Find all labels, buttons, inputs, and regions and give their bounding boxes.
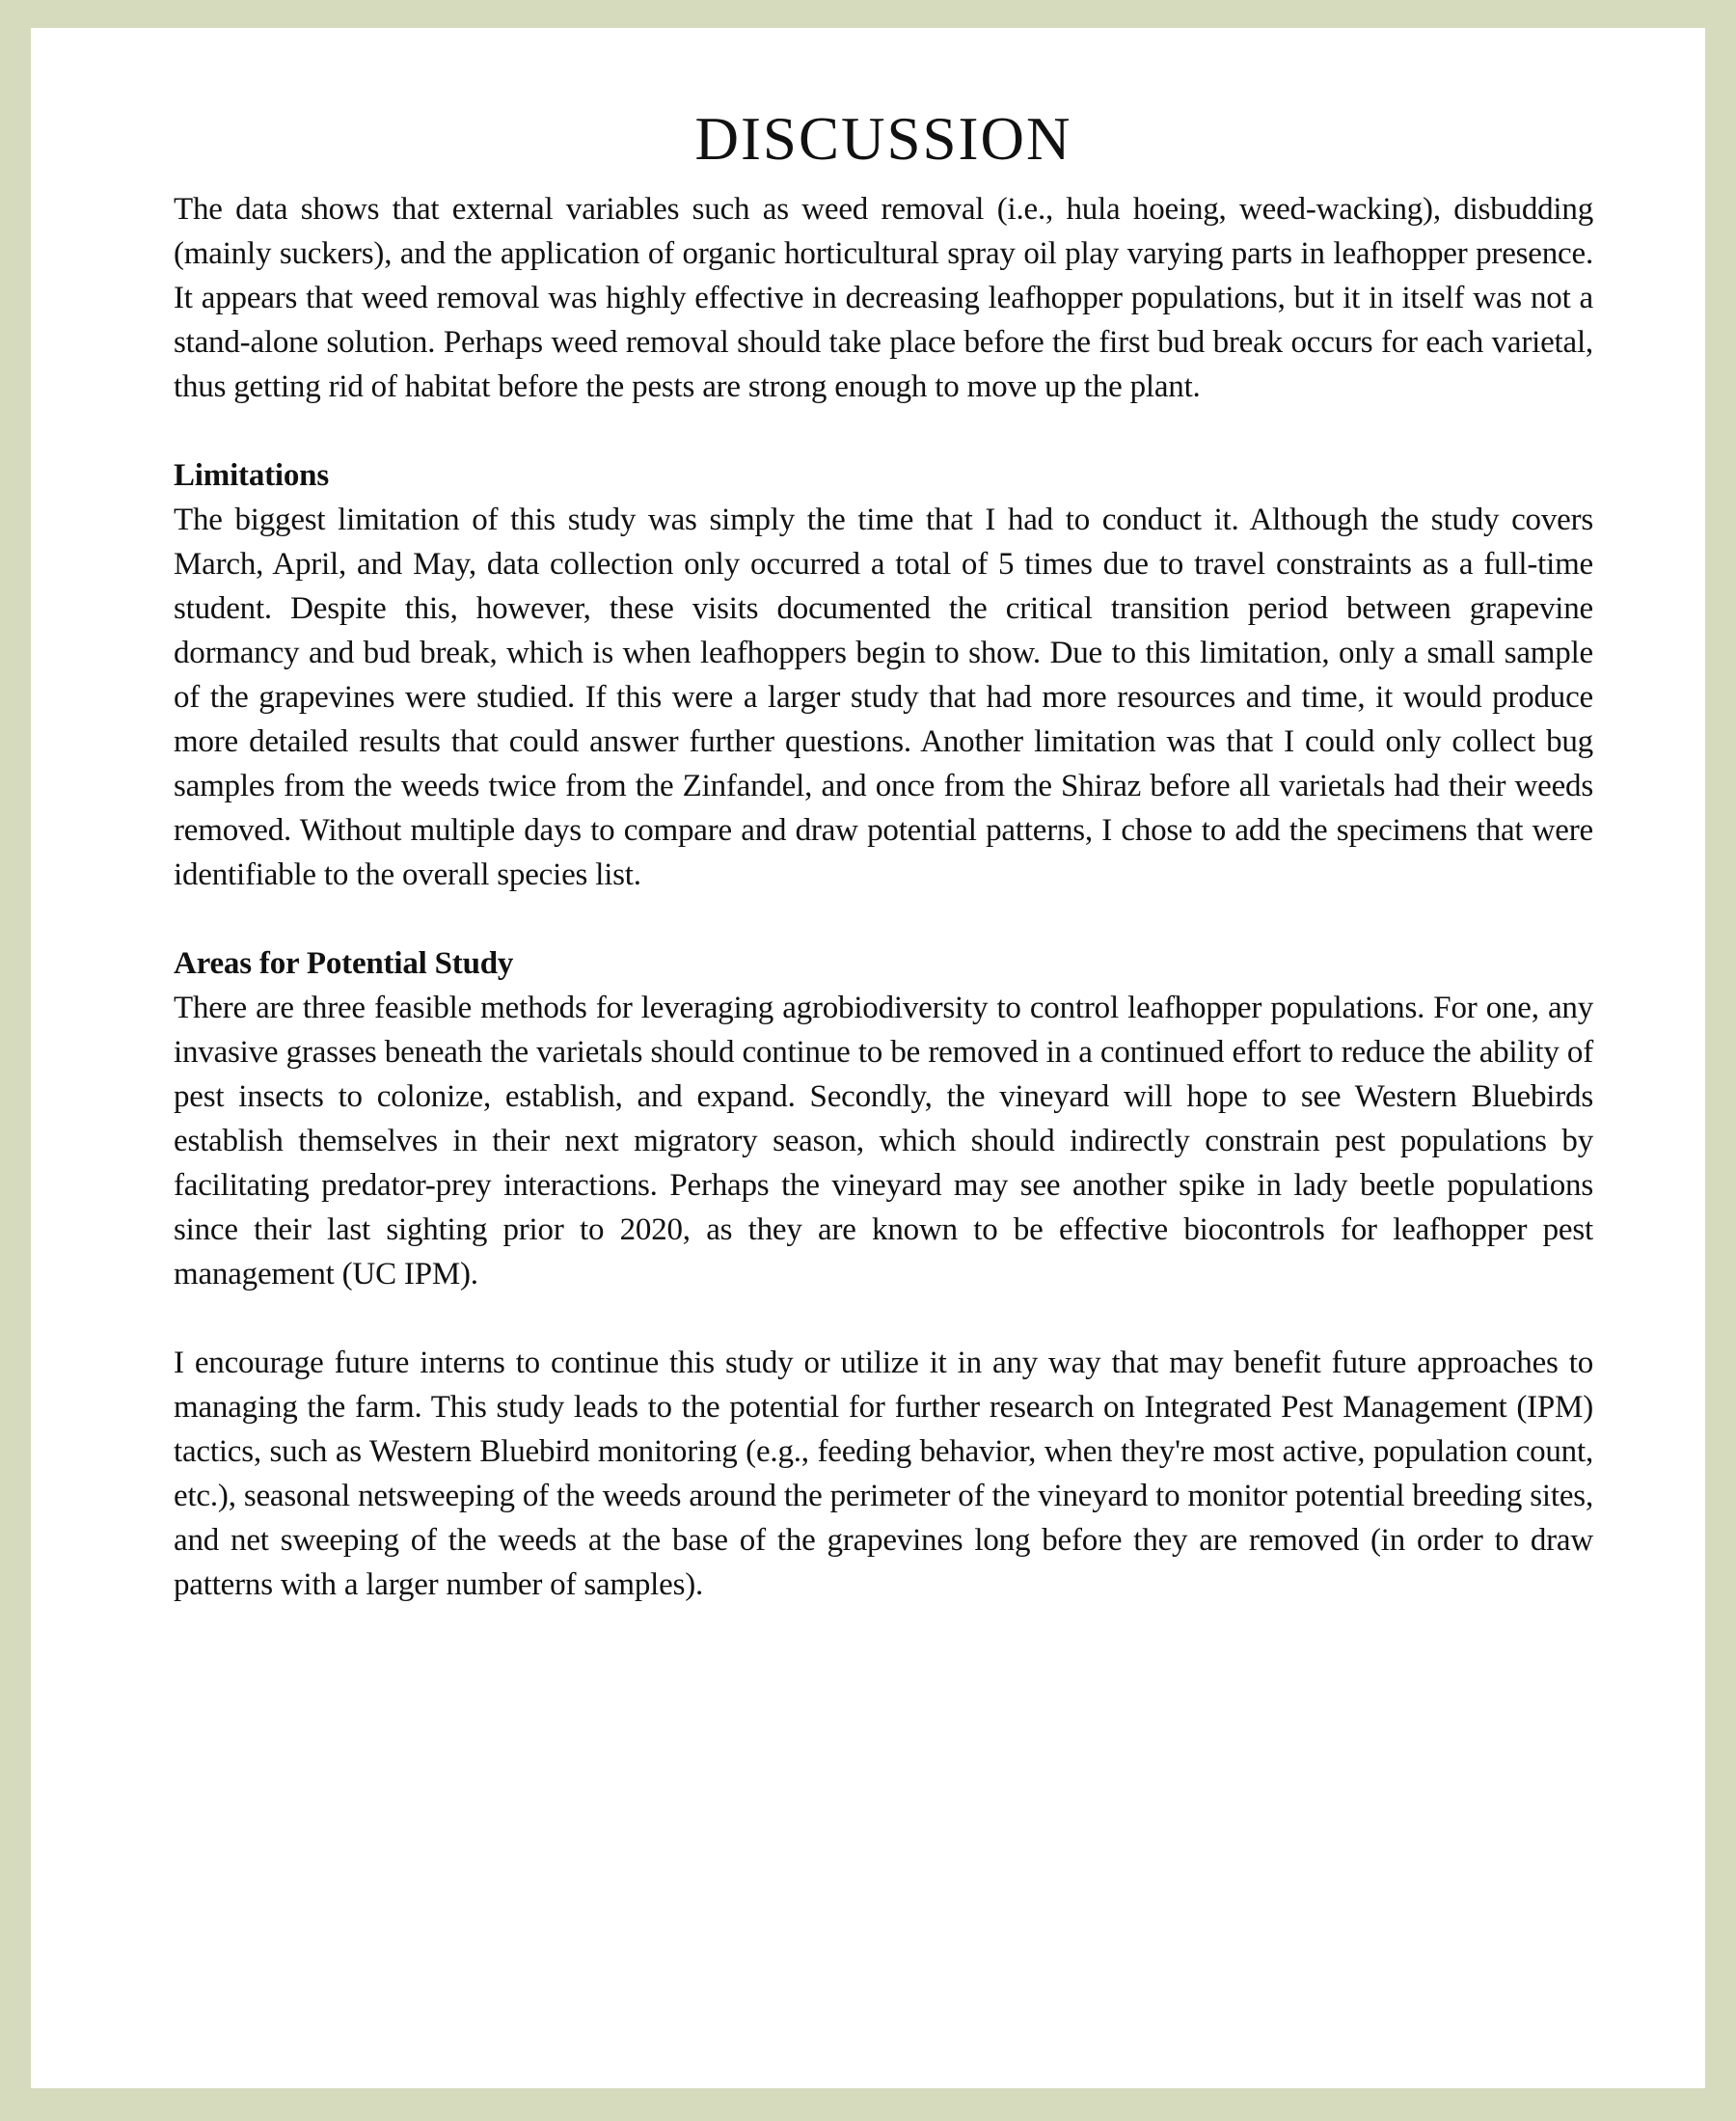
- paragraph-spacer: [174, 1296, 1593, 1341]
- page-title: DISCUSSION: [694, 105, 1072, 173]
- intro-paragraph: The data shows that external variables such as weed removal (i.e., hula hoeing, weed-wacking), disbudding (mainly suckers), and the application of organic horticultural spray oil play varying parts in leafhopper presence. It appears that weed removal was highly effective in decreasing leafhopper populations, but it in itself was not a stand-alone solution. Perhaps weed removal should take place before the first bud break occurs for each varietal, thus getting rid of habitat before the pests are strong enough to move up the plant.: [174, 192, 1593, 404]
- section-heading-limitations: Limitations: [174, 458, 329, 493]
- potential-study-paragraph-future-interns: I encourage future interns to continue this study or utilize it in any way that may benefit future approaches to managing the farm. This study leads to the potential for further research on Integrated Pest Management (IPM) tactics, such as Western Bluebird monitoring (e.g., feeding behavior, when they're most active, population count, etc.), seasonal netsweeping of the weeds around the perimeter of the vineyard to monitor potential breeding sites, and net sweeping of the weeds at the base of the grapevines long before they are removed (in order to draw patterns with a larger number of samples).: [174, 1346, 1593, 1602]
- paragraph-spacer: [174, 897, 1593, 941]
- page-content: [174, 28, 1593, 1607]
- discussion-body: [174, 187, 1593, 1607]
- document-page: [31, 28, 1705, 2088]
- paragraph-spacer: [174, 409, 1593, 453]
- section-areas-for-potential-study: [174, 941, 1593, 1607]
- limitations-paragraph: The biggest limitation of this study was simply the time that I had to conduct it. Although the study covers March, April, and May, data collection only occurred a total of 5 times due to travel constraints as a full-time student. Despite this, however, these visits documented the critical transition period between grapevine dormancy and bud break, which is when leafhoppers begin to show. Due to this limitation, only a small sample of the grapevines were studied. If this were a larger study that had more resources and time, it would produce more detailed results that could answer further questions. Another limitation was that I could only collect bug samples from the weeds twice from the Zinfandel, and once from the Shiraz before all varietals had their weeds removed. Without multiple days to compare and draw potential patterns, I chose to add the specimens that were identifiable to the overall species list.: [174, 503, 1593, 892]
- section-limitations: [174, 453, 1593, 897]
- section-heading-areas-for-potential-study: Areas for Potential Study: [174, 946, 514, 981]
- potential-study-paragraph-methods: There are three feasible methods for leveraging agrobiodiversity to control leafhopper populations. For one, any invasive grasses beneath the varietals should continue to be removed in a continued effort to reduce the ability of pest insects to colonize, establish, and expand. Secondly, the vineyard will hope to see Western Bluebirds establish themselves in their next migratory season, which should indirectly constrain pest populations by facilitating predator-prey interactions. Perhaps the vineyard may see another spike in lady beetle populations since their last sighting prior to 2020, as they are known to be effective biocontrols for leafhopper pest management (UC IPM).: [174, 991, 1593, 1292]
